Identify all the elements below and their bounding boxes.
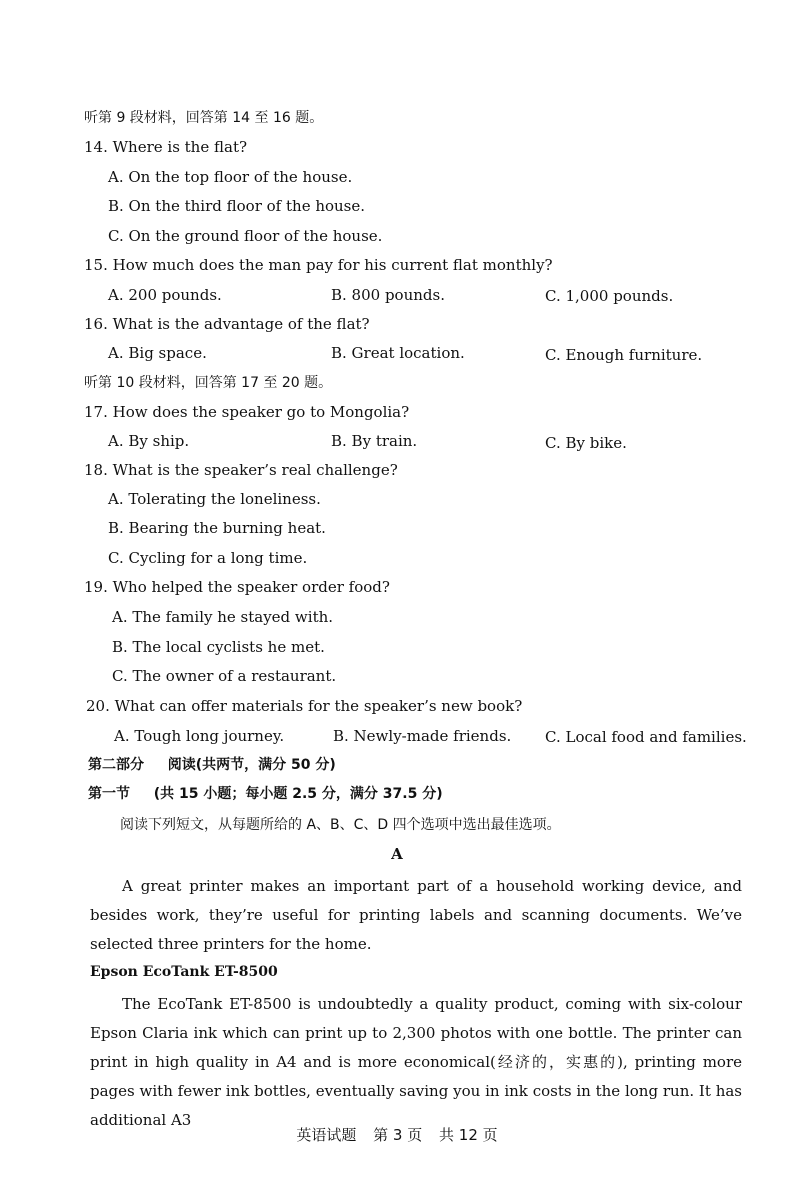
q18-option-b: B. Bearing the burning heat. [108, 519, 326, 537]
q16-option-c: C. Enough furniture. [545, 346, 703, 364]
q20-option-b: B. Newly-made friends. [333, 727, 512, 745]
q14-option-c: C. On the ground floor of the house. [108, 227, 383, 245]
q19-option-a: A. The family he stayed with. [112, 608, 334, 626]
q15-option-b: B. 800 pounds. [331, 286, 445, 304]
page-footer [0, 1124, 794, 1145]
q17-option-a: A. By ship. [108, 432, 190, 450]
question-19: 19. Who helped the speaker order food? [84, 578, 390, 596]
q18-option-a: A. Tolerating the loneliness. [108, 490, 321, 508]
question-18: 18. What is the speaker’s real challenge? [84, 461, 398, 479]
passage-intro-text: A great printer makes an important part of a household working device, and besides work, they’re useful for printing labels and scanning documents. We’ve selected three printers for the home. [90, 877, 742, 953]
passage-intro-paragraph [90, 872, 742, 959]
part-2-subtitle: 阅读(共两节，满分 50 分) [167, 757, 336, 773]
q15-option-c: C. 1,000 pounds. [545, 287, 674, 305]
part-2-heading [88, 755, 336, 775]
product-text: The EcoTank ET-8500 is undoubtedly a quality product, coming with six-colour Epson Claria ink which can print up to 2,300 photos with one bottle. The printer can print in high quality in A4 and is more economical(经济的，实惠的), printing more pages with fewer ink bottles, eventually saving you in ink costs in the long run. It has additional A3 [90, 995, 742, 1129]
reading-instruction: 阅读下列短文，从每题所给的 A、B、C、D 四个选项中选出最佳选项。 [120, 817, 561, 833]
footer-subject: 英语试题 [296, 1126, 357, 1144]
q16-option-b: B. Great location. [331, 344, 465, 362]
passage-letter: A [391, 845, 403, 863]
q20-option-c: C. Local food and families. [545, 728, 747, 746]
q15-option-a: A. 200 pounds. [108, 286, 222, 304]
product-title: Epson EcoTank ET-8500 [90, 964, 278, 980]
product-paragraph [90, 990, 742, 1135]
section-1-title: 第一节 [88, 786, 130, 802]
q16-option-a: A. Big space. [108, 344, 207, 362]
q19-option-b: B. The local cyclists he met. [112, 638, 325, 656]
q19-option-c: C. The owner of a restaurant. [112, 667, 337, 685]
question-14: 14. Where is the flat? [84, 138, 248, 156]
section-1-subtitle: (共 15 小题；每小题 2.5 分，满分 37.5 分) [153, 786, 443, 802]
section-9-instruction: 听第 9 段材料，回答第 14 至 16 题。 [84, 110, 324, 126]
q17-option-b: B. By train. [331, 432, 418, 450]
question-20: 20. What can offer materials for the speaker’s new book? [86, 697, 523, 715]
question-15: 15. How much does the man pay for his current flat monthly? [84, 256, 553, 274]
section-1-heading [88, 784, 443, 804]
question-16: 16. What is the advantage of the flat? [84, 315, 370, 333]
q14-option-b: B. On the third floor of the house. [108, 197, 366, 215]
footer-total-pages: 共 12 页 [439, 1126, 498, 1144]
question-17: 17. How does the speaker go to Mongolia? [84, 403, 410, 421]
footer-page-number: 第 3 页 [373, 1126, 423, 1144]
part-2-title: 第二部分 [88, 757, 144, 773]
q18-option-c: C. Cycling for a long time. [108, 549, 308, 567]
q20-option-a: A. Tough long journey. [114, 727, 285, 745]
section-10-instruction: 听第 10 段材料，回答第 17 至 20 题。 [84, 375, 333, 391]
q14-option-a: A. On the top floor of the house. [108, 168, 353, 186]
q17-option-c: C. By bike. [545, 434, 627, 452]
